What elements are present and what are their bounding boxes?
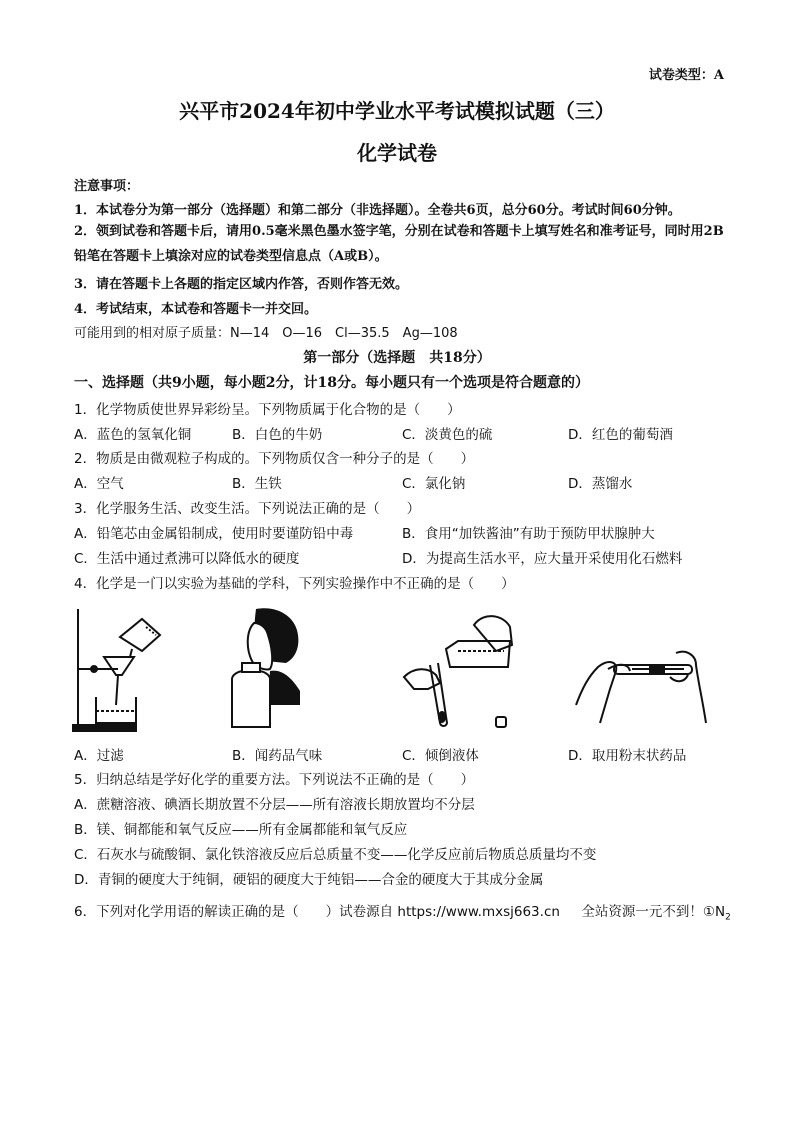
- q3-option-c: C．生活中通过煮沸可以降低水的硬度: [74, 551, 300, 567]
- paper-type-label: 试卷类型：A: [648, 68, 724, 83]
- atomic-masses: 可能用到的相对原子质量：N—14 O—16 Cl—35.5 Ag—108: [74, 326, 458, 341]
- q2-option-c: C．氯化钠: [402, 476, 466, 492]
- question-3-stem: 3．化学服务生活、改变生活。下列说法正确的是（ ）: [74, 501, 421, 517]
- q5-option-a: A．蔗糖溶液、碘酒长期放置不分层——所有溶液长期放置均不分层: [74, 797, 475, 813]
- q1-option-c: C．淡黄色的硫: [402, 427, 493, 443]
- q2-option-b: B．生铁: [232, 476, 282, 492]
- q5-option-c: C．石灰水与硫酸铜、氯化铁溶液反应后总质量不变——化学反应前后物质总质量均不变: [74, 847, 597, 863]
- chemical-formula: $N_2$: [715, 904, 731, 923]
- q5-option-d: D．青铜的硬度大于纯铜，硬铝的硬度大于纯铝——合金的硬度大于其成分金属: [74, 872, 544, 888]
- q4-option-b: B．闻药品气味: [232, 748, 323, 764]
- question-5-stem: 5．归纳总结是学好化学的重要方法。下列说法不正确的是（ ）: [74, 772, 475, 788]
- question-6-line: [74, 900, 731, 923]
- q1-option-d: D．红色的葡萄酒: [568, 427, 673, 443]
- exam-subtitle: 化学试卷: [357, 141, 437, 165]
- question-6-stem: 6．下列对化学用语的解读正确的是（ ）试卷源自: [74, 904, 394, 920]
- question-1-stem: 1．化学物质使世界异彩纷呈。下列物质属于化合物的是（ ）: [74, 402, 461, 418]
- q4-option-d: D．取用粉末状药品: [568, 748, 687, 764]
- section-heading: 一、选择题（共9小题，每小题2分，计18分。每小题只有一个选项是符合题意的）: [74, 375, 589, 391]
- taking-powder-illustration: [572, 605, 712, 733]
- notes-heading: 注意事项：: [74, 179, 140, 194]
- question-2-stem: 2．物质是由微观粒子构成的。下列物质仅含一种分子的是（ ）: [74, 451, 475, 467]
- smelling-chemicals-illustration: [226, 605, 306, 733]
- q3-option-a: A．铅笔芯由金属铅制成，使用时要谨防铅中毒: [74, 526, 354, 542]
- question-4-stem: 4．化学是一门以实验为基础的学科，下列实验操作中不正确的是（ ）: [74, 576, 515, 592]
- source-link[interactable]: https://www.mxsj663.cn: [397, 904, 560, 920]
- pouring-liquid-illustration: [400, 605, 520, 733]
- q4-option-a: A．过滤: [74, 748, 124, 764]
- q3-option-d: D．为提高生活水平，应大量开采使用化石燃料: [402, 551, 683, 567]
- source-tagline: 全站资源一元不到！①: [581, 904, 715, 920]
- note-item-3: 3．请在答题卡上各题的指定区域内作答，否则作答无效。: [74, 277, 409, 292]
- part1-heading: 第一部分（选择题 共18分）: [303, 350, 491, 366]
- q1-option-b: B．白色的牛奶: [232, 427, 323, 443]
- q2-option-d: D．蒸馏水: [568, 476, 633, 492]
- note-item-1: 1．本试卷分为第一部分（选择题）和第二部分（非选择题）。全卷共6页，总分60分。考试时间60分钟。: [74, 203, 681, 218]
- filtration-apparatus-illustration: [72, 605, 172, 733]
- note-item-4: 4．考试结束，本试卷和答题卡一并交回。: [74, 302, 318, 317]
- q5-option-b: B．镁、铜都能和氧气反应——所有金属都能和氧气反应: [74, 822, 408, 838]
- q4-option-c: C．倾倒液体: [402, 748, 479, 764]
- q1-option-a: A．蓝色的氢氧化铜: [74, 427, 192, 443]
- q3-option-b: B．食用“加铁酱油”有助于预防甲状腺肿大: [402, 526, 655, 542]
- note-item-2: 2．领到试卷和答题卡后，请用0.5毫米黑色墨水签字笔，分别在试卷和答题卡上填写姓名和准考证号，同时用2B铅笔在答题卡上填涂对应的试卷类型信息点（A或B）。: [74, 224, 724, 264]
- q2-option-a: A．空气: [74, 476, 124, 492]
- exam-title: 兴平市2024年初中学业水平考试模拟试题（三）: [179, 99, 615, 123]
